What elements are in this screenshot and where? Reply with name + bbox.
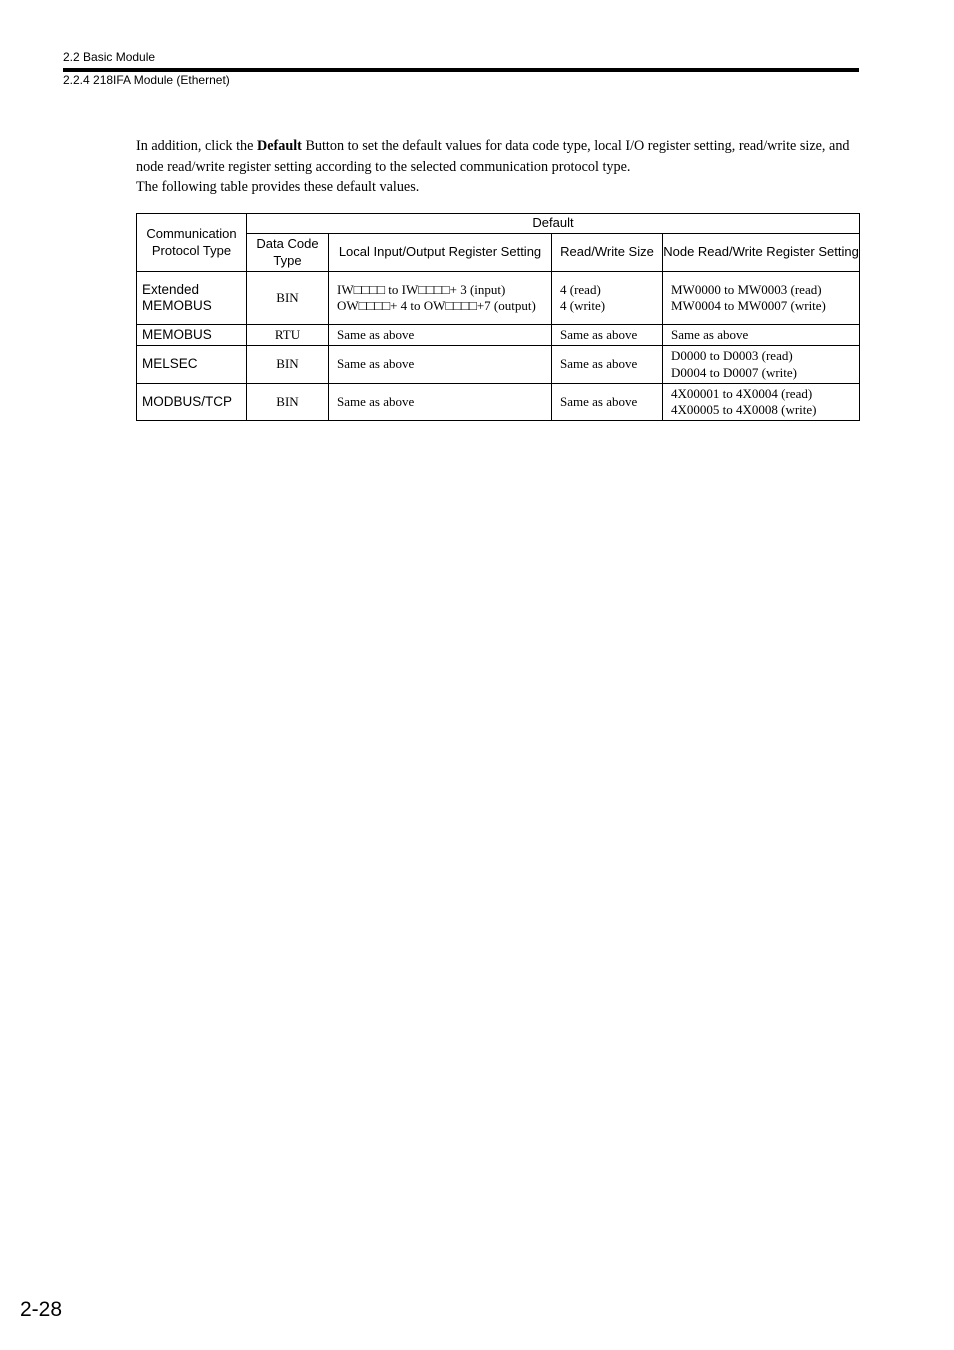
node-rw-write: MW0004 to MW0007 (write): [671, 298, 826, 313]
intro-paragraph-2: The following table provides these default values.: [136, 179, 420, 195]
cell-node-rw: [663, 346, 860, 384]
header-protocol: Communication Protocol Type: [137, 214, 247, 272]
page-number: 2-28: [20, 1298, 63, 1321]
cell-local-io: IW□□□□ to IW□□□□+ 3 (input) OW□□□□+ 4 to OW□□□□+7 (output): [329, 272, 552, 325]
cell-data-code: BIN: [247, 346, 329, 384]
node-rw-read: 4X00001 to 4X0004 (read): [671, 385, 813, 401]
intro-text: [136, 136, 858, 198]
table-row: [137, 384, 860, 421]
header-data-code: Data Code Type: [247, 234, 329, 272]
cell-data-code: RTU: [247, 325, 329, 346]
subsection-header: 2.2.4 218IFA Module (Ethernet): [63, 73, 230, 87]
intro-text-part: In addition, click the: [136, 138, 257, 154]
cell-data-code: BIN: [247, 272, 329, 325]
node-rw-read: MW0000 to MW0003 (read): [671, 281, 822, 297]
rw-size-write: 4 (write): [560, 298, 606, 313]
cell-rw-size: Same as above: [552, 325, 663, 346]
cell-node-rw: [663, 384, 860, 421]
header-rw-size: Read/Write Size: [552, 234, 663, 272]
intro-text-part: Button to set the default values for data code type, local I/O register setting, read/write size, and node read/write register setting according to the selected communication protocol type.: [136, 138, 850, 175]
rw-size-read: 4 (read): [560, 281, 601, 297]
intro-paragraph-1: [136, 136, 858, 177]
table-row: [137, 346, 860, 384]
cell-local-io: Same as above: [329, 325, 552, 346]
cell-local-io: Same as above: [329, 384, 552, 421]
cell-node-rw: [663, 272, 860, 325]
cell-data-code: BIN: [247, 384, 329, 421]
cell-rw-size: Same as above: [552, 346, 663, 384]
table-row: [137, 272, 860, 325]
cell-protocol: MELSEC: [137, 346, 247, 384]
cell-local-io: Same as above: [329, 346, 552, 384]
header-local-io: Local Input/Output Register Setting: [329, 234, 552, 272]
cell-protocol: Extended MEMOBUS: [137, 272, 247, 325]
default-button-ref: Default: [256, 138, 302, 154]
node-rw-write: D0004 to D0007 (write): [671, 364, 798, 380]
node-rw-write: 4X00005 to 4X0008 (write): [671, 402, 817, 417]
cell-protocol: MEMOBUS: [137, 325, 247, 346]
node-rw-read: D0000 to D0003 (read): [671, 348, 793, 363]
cell-protocol: MODBUS/TCP: [137, 384, 247, 421]
header-node-rw: Node Read/Write Register Setting: [663, 234, 860, 272]
table-row: [137, 325, 860, 346]
cell-rw-size: [552, 272, 663, 325]
section-header: 2.2 Basic Module: [63, 50, 156, 64]
default-values-table: [136, 213, 860, 421]
cell-node-rw: Same as above: [663, 325, 860, 346]
header-default: Default: [247, 214, 860, 234]
header-rule: [63, 68, 859, 72]
cell-rw-size: Same as above: [552, 384, 663, 421]
